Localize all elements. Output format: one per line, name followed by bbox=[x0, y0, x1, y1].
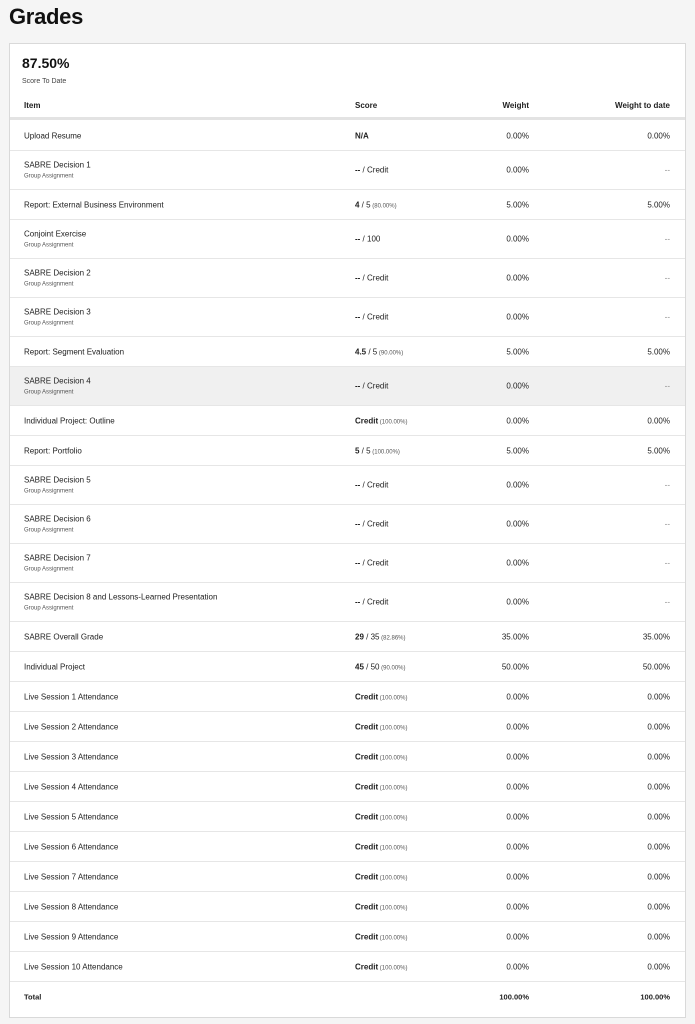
grade-score-possible: / Credit bbox=[360, 519, 389, 529]
grade-weight: 5.00% bbox=[506, 200, 529, 209]
grade-item-cell bbox=[24, 932, 118, 941]
grade-weight: 0.00% bbox=[506, 872, 529, 881]
grade-weight-to-date: 0.00% bbox=[647, 902, 670, 911]
grade-row[interactable] bbox=[10, 337, 685, 367]
grade-score-earned: 4 bbox=[355, 200, 360, 209]
grade-item-cell bbox=[24, 782, 118, 791]
score-to-date-caption: Score To Date bbox=[22, 78, 67, 85]
grade-item-type: Group Assignment bbox=[24, 527, 74, 534]
grade-weight-to-date: 0.00% bbox=[647, 932, 670, 941]
grade-score-percent: (90.00%) bbox=[379, 665, 406, 671]
grade-item-name[interactable]: Live Session 2 Attendance bbox=[24, 722, 119, 731]
grade-row[interactable] bbox=[10, 220, 685, 259]
grade-score-possible: / Credit bbox=[360, 165, 389, 175]
grade-weight: 0.00% bbox=[506, 597, 529, 607]
column-header-score: Score bbox=[355, 101, 378, 110]
grade-weight: 0.00% bbox=[506, 842, 529, 851]
grade-weight: 0.00% bbox=[506, 812, 529, 821]
grade-row[interactable] bbox=[10, 742, 685, 772]
grade-row[interactable] bbox=[10, 406, 685, 436]
grade-item-cell bbox=[24, 446, 82, 455]
grade-item-name[interactable]: SABRE Decision 8 and Lessons-Learned Presentation bbox=[24, 592, 218, 602]
grade-score-earned: -- bbox=[355, 234, 361, 244]
grade-score-possible: / Credit bbox=[360, 381, 389, 391]
grade-row[interactable] bbox=[10, 892, 685, 922]
grade-score-cell bbox=[355, 662, 406, 671]
grade-row[interactable] bbox=[10, 583, 685, 622]
grade-score-earned: Credit bbox=[355, 872, 379, 881]
grade-weight-to-date: -- bbox=[664, 165, 670, 175]
grade-item-type: Group Assignment bbox=[24, 566, 74, 573]
grade-score-possible: / Credit bbox=[360, 558, 389, 568]
grade-score-possible: / 5 bbox=[366, 347, 378, 356]
grade-score-percent: (100.00%) bbox=[378, 905, 408, 911]
grade-item-cell bbox=[24, 593, 217, 612]
grade-weight: 0.00% bbox=[506, 962, 529, 971]
grade-item-name[interactable]: SABRE Decision 1 bbox=[24, 160, 91, 170]
grade-item-name[interactable]: Live Session 1 Attendance bbox=[24, 692, 119, 701]
grade-item-cell bbox=[24, 752, 118, 761]
grade-score-earned: -- bbox=[355, 558, 361, 568]
grade-score-percent: (90.00%) bbox=[377, 350, 404, 356]
grades-table-header bbox=[10, 96, 685, 120]
total-weight: 100.00% bbox=[499, 992, 529, 1002]
grade-weight: 35.00% bbox=[501, 632, 529, 641]
grade-weight: 0.00% bbox=[506, 273, 529, 283]
grade-score-cell bbox=[355, 752, 407, 761]
grade-row[interactable] bbox=[10, 682, 685, 712]
grade-item-name[interactable]: Upload Resume bbox=[24, 131, 82, 140]
grade-weight-to-date: 5.00% bbox=[647, 200, 670, 209]
grade-weight-to-date: 0.00% bbox=[647, 842, 670, 851]
grade-item-name[interactable]: Individual Project bbox=[24, 662, 85, 671]
grade-item-cell bbox=[24, 161, 91, 180]
grade-score-earned: Credit bbox=[355, 812, 379, 821]
grade-item-cell bbox=[24, 722, 118, 731]
grade-score-earned: -- bbox=[355, 519, 361, 529]
total-weight-to-date: 100.00% bbox=[640, 992, 670, 1002]
grade-row[interactable] bbox=[10, 922, 685, 952]
grade-weight-to-date: -- bbox=[664, 597, 670, 607]
grade-weight-to-date: -- bbox=[664, 273, 670, 283]
grade-item-cell bbox=[24, 476, 91, 495]
total-label: Total bbox=[24, 992, 42, 1002]
grade-score-possible: / Credit bbox=[360, 597, 389, 607]
grade-score-earned: Credit bbox=[355, 902, 379, 911]
grade-weight: 0.00% bbox=[506, 752, 529, 761]
column-header-item: Item bbox=[24, 101, 41, 110]
grade-score-cell bbox=[355, 962, 407, 971]
grade-item-cell bbox=[24, 554, 91, 573]
grade-weight: 0.00% bbox=[506, 165, 529, 175]
grade-item-name[interactable]: Live Session 6 Attendance bbox=[24, 842, 119, 851]
grade-weight: 0.00% bbox=[506, 902, 529, 911]
grade-row[interactable] bbox=[10, 367, 685, 406]
grade-item-cell bbox=[24, 692, 118, 701]
grade-weight-to-date: 5.00% bbox=[647, 347, 670, 356]
grade-item-name[interactable]: Report: Segment Evaluation bbox=[24, 347, 125, 356]
score-to-date-value: 87.50% bbox=[22, 55, 70, 71]
grade-score-possible: / 5 bbox=[359, 446, 371, 455]
grade-score-cell bbox=[355, 902, 407, 911]
grade-score-cell bbox=[355, 382, 388, 391]
grade-score-earned: 45 bbox=[355, 662, 364, 671]
grade-score-cell bbox=[355, 347, 403, 356]
grade-score-percent: (80.00%) bbox=[370, 203, 397, 209]
grade-item-type: Group Assignment bbox=[24, 488, 74, 495]
grade-item-type: Group Assignment bbox=[24, 173, 74, 180]
grade-score-earned: -- bbox=[355, 480, 361, 490]
grade-score-possible: / 35 bbox=[363, 632, 380, 641]
grade-score-percent: (100.00%) bbox=[378, 935, 408, 941]
grade-score-cell bbox=[355, 782, 407, 791]
grade-weight: 0.00% bbox=[506, 416, 529, 425]
grade-score-cell bbox=[355, 313, 388, 322]
grade-item-cell bbox=[24, 962, 123, 971]
grade-item-cell bbox=[24, 842, 118, 851]
grade-item-name[interactable]: Individual Project: Outline bbox=[24, 416, 115, 425]
grade-score-earned: -- bbox=[355, 165, 361, 175]
grade-score-percent: (100.00%) bbox=[378, 755, 408, 761]
grade-score-cell bbox=[355, 235, 380, 244]
grade-item-cell bbox=[24, 269, 91, 288]
grade-row[interactable] bbox=[10, 544, 685, 583]
grade-item-cell bbox=[24, 515, 91, 534]
grade-weight: 0.00% bbox=[506, 519, 529, 529]
grade-weight-to-date: 35.00% bbox=[642, 632, 670, 641]
grade-score-cell bbox=[355, 200, 397, 209]
grade-weight-to-date: 0.00% bbox=[647, 416, 670, 425]
grade-row[interactable] bbox=[10, 712, 685, 742]
grade-row[interactable] bbox=[10, 832, 685, 862]
grade-weight: 5.00% bbox=[506, 446, 529, 455]
grade-score-earned: Credit bbox=[355, 782, 379, 791]
grade-item-name[interactable]: SABRE Decision 2 bbox=[24, 268, 91, 278]
grade-row[interactable] bbox=[10, 466, 685, 505]
grade-weight: 0.00% bbox=[506, 312, 529, 322]
grade-weight-to-date: 5.00% bbox=[647, 446, 670, 455]
grade-item-name[interactable]: Live Session 3 Attendance bbox=[24, 752, 119, 761]
grade-score-cell bbox=[355, 632, 406, 641]
grade-item-cell bbox=[24, 308, 91, 327]
grade-score-possible: / Credit bbox=[360, 312, 389, 322]
grade-score-percent: (100.00%) bbox=[370, 449, 400, 455]
grade-score-cell bbox=[355, 842, 407, 851]
grade-score-percent: (100.00%) bbox=[378, 725, 408, 731]
grade-score-earned: Credit bbox=[355, 416, 379, 425]
grade-item-type: Group Assignment bbox=[24, 605, 74, 612]
grade-item-name[interactable]: SABRE Decision 7 bbox=[24, 553, 91, 563]
grade-score-cell bbox=[355, 481, 388, 490]
grade-score-cell bbox=[355, 166, 388, 175]
grade-score-cell bbox=[355, 692, 407, 701]
grade-weight-to-date: 0.00% bbox=[647, 752, 670, 761]
grade-weight: 0.00% bbox=[506, 722, 529, 731]
grade-weight-to-date: 0.00% bbox=[647, 782, 670, 791]
grade-score-earned: 4.5 bbox=[355, 347, 367, 356]
grade-weight: 0.00% bbox=[506, 234, 529, 244]
grade-item-type: Group Assignment bbox=[24, 320, 74, 327]
grade-row[interactable] bbox=[10, 259, 685, 298]
grade-weight-to-date: -- bbox=[664, 312, 670, 322]
grade-weight-to-date: 0.00% bbox=[647, 812, 670, 821]
grade-item-name[interactable]: Live Session 5 Attendance bbox=[24, 812, 119, 821]
grade-score-earned: Credit bbox=[355, 932, 379, 941]
grade-item-name[interactable]: SABRE Decision 5 bbox=[24, 475, 91, 485]
grade-row[interactable] bbox=[10, 802, 685, 832]
grade-row[interactable] bbox=[10, 121, 685, 151]
grade-score-cell bbox=[355, 131, 369, 140]
grade-item-name[interactable]: Report: Portfolio bbox=[24, 446, 82, 455]
grade-score-cell bbox=[355, 598, 388, 607]
grade-item-name[interactable]: Live Session 7 Attendance bbox=[24, 872, 119, 881]
grade-item-cell bbox=[24, 377, 91, 396]
column-header-weight-to-date: Weight to date bbox=[615, 101, 670, 110]
grade-weight-to-date: -- bbox=[664, 558, 670, 568]
grade-item-name[interactable]: SABRE Decision 4 bbox=[24, 376, 91, 386]
grade-row[interactable] bbox=[10, 151, 685, 190]
grade-score-possible: / Credit bbox=[360, 273, 389, 283]
grade-row[interactable] bbox=[10, 772, 685, 802]
grade-weight-to-date: 50.00% bbox=[642, 662, 670, 671]
grade-score-cell bbox=[355, 812, 407, 821]
grade-item-name[interactable]: Live Session 4 Attendance bbox=[24, 782, 119, 791]
grade-row[interactable] bbox=[10, 622, 685, 652]
grade-item-name[interactable]: Report: External Business Environment bbox=[24, 200, 164, 209]
grade-score-cell bbox=[355, 520, 388, 529]
grade-item-cell bbox=[24, 200, 164, 209]
grade-score-earned: Credit bbox=[355, 842, 379, 851]
grade-weight-to-date: -- bbox=[664, 234, 670, 244]
grade-item-cell bbox=[24, 872, 118, 881]
grade-score-earned: -- bbox=[355, 273, 361, 283]
grade-score-earned: Credit bbox=[355, 752, 379, 761]
grade-score-earned: -- bbox=[355, 312, 361, 322]
grade-score-possible: / 50 bbox=[363, 662, 380, 671]
grade-weight: 0.00% bbox=[506, 782, 529, 791]
grade-item-cell bbox=[24, 131, 81, 140]
page-title: Grades bbox=[9, 4, 84, 29]
grade-weight: 0.00% bbox=[506, 480, 529, 490]
grade-weight: 0.00% bbox=[506, 692, 529, 701]
grade-item-cell bbox=[24, 902, 118, 911]
grade-score-percent: (100.00%) bbox=[378, 815, 408, 821]
grade-weight-to-date: -- bbox=[664, 480, 670, 490]
grades-card bbox=[9, 43, 686, 1018]
grade-item-name[interactable]: Live Session 9 Attendance bbox=[24, 932, 119, 941]
grade-score-cell bbox=[355, 722, 407, 731]
grade-weight-to-date: -- bbox=[664, 381, 670, 391]
grade-item-name[interactable]: SABRE Decision 6 bbox=[24, 514, 91, 524]
grade-score-earned: -- bbox=[355, 597, 361, 607]
grade-score-percent: (100.00%) bbox=[378, 845, 408, 851]
grade-row[interactable] bbox=[10, 952, 685, 982]
grade-weight: 0.00% bbox=[506, 381, 529, 391]
grade-weight-to-date: -- bbox=[664, 519, 670, 529]
grade-score-percent: (100.00%) bbox=[378, 875, 408, 881]
grade-row[interactable] bbox=[10, 436, 685, 466]
grade-score-percent: (100.00%) bbox=[378, 419, 408, 425]
grade-item-cell bbox=[24, 416, 115, 425]
grade-item-cell bbox=[24, 662, 85, 671]
grade-item-type: Group Assignment bbox=[24, 281, 74, 288]
grade-row[interactable] bbox=[10, 505, 685, 544]
grade-item-name[interactable]: SABRE Decision 3 bbox=[24, 307, 91, 317]
grade-score-earned: Credit bbox=[355, 962, 379, 971]
grade-item-type: Group Assignment bbox=[24, 389, 74, 396]
grade-score-earned: Credit bbox=[355, 692, 379, 701]
grade-score-possible: / Credit bbox=[360, 480, 389, 490]
grade-score-earned: -- bbox=[355, 381, 361, 391]
grade-item-name[interactable]: Conjoint Exercise bbox=[24, 229, 87, 239]
grade-score-percent: (100.00%) bbox=[378, 785, 408, 791]
grade-item-cell bbox=[24, 230, 86, 249]
grade-score-cell bbox=[355, 872, 407, 881]
grade-score-earned: 5 bbox=[355, 446, 360, 455]
grade-score-cell bbox=[355, 559, 388, 568]
grade-item-type: Group Assignment bbox=[24, 242, 74, 249]
grade-score-cell bbox=[355, 274, 388, 283]
grade-weight-to-date: 0.00% bbox=[647, 692, 670, 701]
grade-score-possible: / 5 bbox=[359, 200, 371, 209]
grade-row[interactable] bbox=[10, 190, 685, 220]
grade-score-earned: 29 bbox=[355, 632, 364, 641]
grade-score-percent: (100.00%) bbox=[378, 965, 408, 971]
grade-item-name[interactable]: SABRE Overall Grade bbox=[24, 632, 104, 641]
grade-score-cell bbox=[355, 446, 400, 455]
grades-table-body bbox=[10, 121, 685, 1012]
grade-score-cell bbox=[355, 416, 407, 425]
grade-weight: 50.00% bbox=[501, 662, 529, 671]
grade-weight: 5.00% bbox=[506, 347, 529, 356]
grade-item-cell bbox=[24, 632, 103, 641]
grade-weight-to-date: 0.00% bbox=[647, 131, 670, 140]
grade-item-cell bbox=[24, 812, 118, 821]
grade-weight: 0.00% bbox=[506, 131, 529, 140]
grade-row[interactable] bbox=[10, 652, 685, 682]
grade-row[interactable] bbox=[10, 862, 685, 892]
grade-item-name[interactable]: Live Session 10 Attendance bbox=[24, 962, 123, 971]
grade-score-cell bbox=[355, 932, 407, 941]
grade-weight: 0.00% bbox=[506, 932, 529, 941]
grade-item-cell bbox=[24, 347, 124, 356]
grades-total-row bbox=[10, 982, 685, 1012]
grade-row[interactable] bbox=[10, 298, 685, 337]
grade-weight-to-date: 0.00% bbox=[647, 722, 670, 731]
grade-weight-to-date: 0.00% bbox=[647, 872, 670, 881]
grade-weight-to-date: 0.00% bbox=[647, 962, 670, 971]
grade-weight: 0.00% bbox=[506, 558, 529, 568]
column-header-weight: Weight bbox=[502, 101, 529, 110]
grade-score-possible: / 100 bbox=[360, 234, 381, 244]
grade-score-percent: (82.86%) bbox=[379, 635, 406, 641]
grade-score-earned: N/A bbox=[355, 131, 369, 140]
grade-item-name[interactable]: Live Session 8 Attendance bbox=[24, 902, 119, 911]
grade-score-earned: Credit bbox=[355, 722, 379, 731]
grade-score-percent: (100.00%) bbox=[378, 695, 408, 701]
